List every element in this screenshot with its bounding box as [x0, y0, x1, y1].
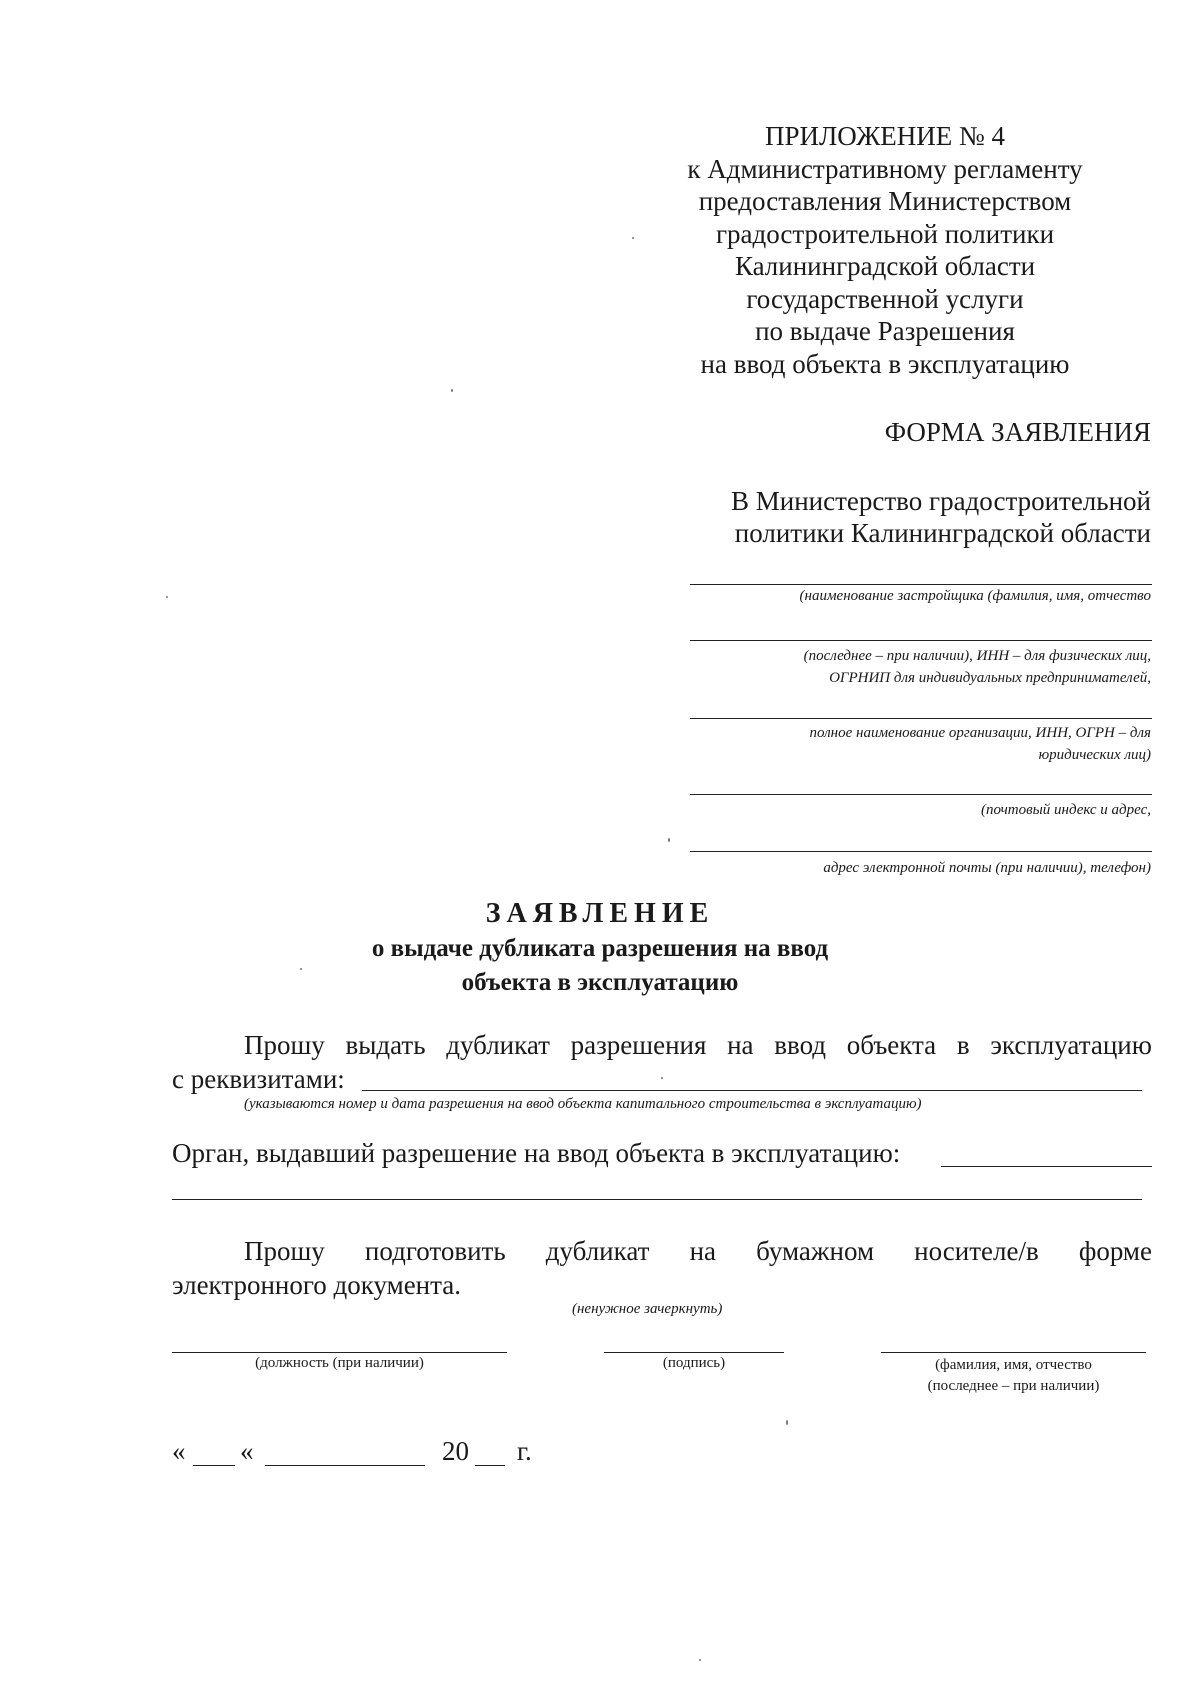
request-word: в: [956, 1030, 970, 1060]
authority-label: Орган, выдавший разрешение на ввод объекта в эксплуатацию:: [172, 1138, 901, 1168]
scan-speck: [699, 1659, 701, 1661]
appendix-line: Калининградской области: [734, 251, 1036, 281]
applicant-hint: (почтовый индекс и адрес,: [981, 802, 1151, 818]
signature-caption: (подпись): [662, 1355, 726, 1371]
postal-address-field[interactable]: [690, 794, 1152, 795]
appendix-header: [600, 120, 1170, 380]
prepare-word: бумажном: [756, 1236, 875, 1266]
form-title: ФОРМА ЗАЯВЛЕНИЯ: [884, 417, 1151, 447]
request-word: выдать: [345, 1030, 426, 1060]
organization-field[interactable]: [690, 718, 1152, 719]
request-word: Прошу: [244, 1030, 325, 1060]
authority-field-continued[interactable]: [172, 1199, 1142, 1200]
prepare-line-2: электронного документа.: [172, 1270, 461, 1300]
request-line: [244, 1030, 1152, 1061]
statement-subtitle-line: о выдаче дубликата разрешения на ввод: [371, 935, 829, 962]
request-word: дубликат: [446, 1030, 550, 1060]
scan-speck: [661, 1077, 663, 1079]
scan-speck: [300, 968, 302, 970]
applicant-hint: (наименование застройщика (фамилия, имя, отчество: [799, 588, 1151, 604]
request-word: эксплуатацию: [990, 1030, 1152, 1060]
authority-field[interactable]: [941, 1166, 1152, 1167]
appendix-title: ПРИЛОЖЕНИЕ № 4: [764, 121, 1006, 151]
applicant-hint: ОГРНИП для индивидуальных предпринимателей,: [829, 670, 1151, 686]
applicant-tax-field[interactable]: [690, 640, 1152, 641]
applicant-hint: адрес электронной почты (при наличии), телефон): [823, 860, 1151, 876]
date-year-prefix: 20: [442, 1436, 469, 1466]
prepare-word: дубликат: [545, 1236, 650, 1266]
position-caption: (должность (при наличии): [255, 1355, 424, 1371]
prepare-word: на: [689, 1236, 716, 1266]
requisites-field[interactable]: [362, 1090, 1142, 1091]
date-month-field[interactable]: [265, 1465, 425, 1466]
full-name-caption-line: (последнее – при наличии): [927, 1378, 1100, 1394]
appendix-line: градостроительной политики: [715, 218, 1055, 249]
request-word: на: [727, 1030, 754, 1060]
scan-speck: [668, 838, 670, 842]
prepare-word: носителе/в: [914, 1236, 1039, 1266]
contact-field[interactable]: [690, 851, 1152, 852]
statement-title: ЗАЯВЛЕНИЕ: [485, 898, 715, 929]
request-word: объекта: [846, 1030, 937, 1060]
appendix-line: на ввод объекта в эксплуатацию: [700, 348, 1070, 379]
prepare-word: форме: [1078, 1236, 1152, 1266]
scan-speck: [786, 1420, 788, 1425]
prepare-word: Прошу: [244, 1236, 325, 1266]
appendix-line: по выдаче Разрешения: [755, 316, 1015, 346]
scan-speck: [632, 237, 634, 239]
appendix-line: государственной услуги: [746, 283, 1024, 314]
prepare-word: подготовить: [364, 1236, 506, 1266]
position-field[interactable]: [172, 1352, 507, 1353]
request-word: разрешения: [570, 1030, 707, 1060]
full-name-caption-line: (фамилия, имя, отчество: [935, 1357, 1092, 1373]
prepare-line: [244, 1236, 1152, 1267]
appendix-line: предоставления Министерством: [698, 186, 1072, 216]
addressee: [731, 485, 1151, 549]
statement-subtitle: [300, 932, 900, 1000]
addressee-line: политики Калининградской области: [734, 518, 1151, 548]
date-year-field[interactable]: [475, 1465, 505, 1466]
strike-hint: (ненужное зачеркнуть): [572, 1301, 723, 1317]
statement-subtitle-line: объекта в эксплуатацию: [461, 969, 739, 996]
date-close-quote: «: [240, 1436, 254, 1466]
applicant-hint: (последнее – при наличии), ИНН – для физических лиц,: [803, 648, 1151, 664]
requisites-label: с реквизитами:: [172, 1064, 345, 1094]
date-open-quote: «: [172, 1436, 186, 1466]
applicant-hint: полное наименование организации, ИНН, ОГРН – для: [809, 725, 1151, 741]
scan-speck: [166, 596, 168, 598]
requisites-hint: (указываются номер и дата разрешения на ввод объекта капитального строительства в эксплуатацию): [244, 1096, 922, 1112]
addressee-line: В Министерство градостроительной: [731, 486, 1151, 516]
signature-field[interactable]: [604, 1352, 784, 1353]
scan-speck: [451, 389, 453, 392]
full-name-caption: [881, 1355, 1146, 1397]
request-word: ввод: [774, 1030, 827, 1060]
full-name-field[interactable]: [881, 1352, 1146, 1353]
date-year-suffix: г.: [517, 1436, 532, 1466]
appendix-line: к Административному регламенту: [687, 153, 1083, 184]
date-day-field[interactable]: [193, 1465, 235, 1466]
applicant-hint: юридических лиц): [1038, 747, 1151, 763]
